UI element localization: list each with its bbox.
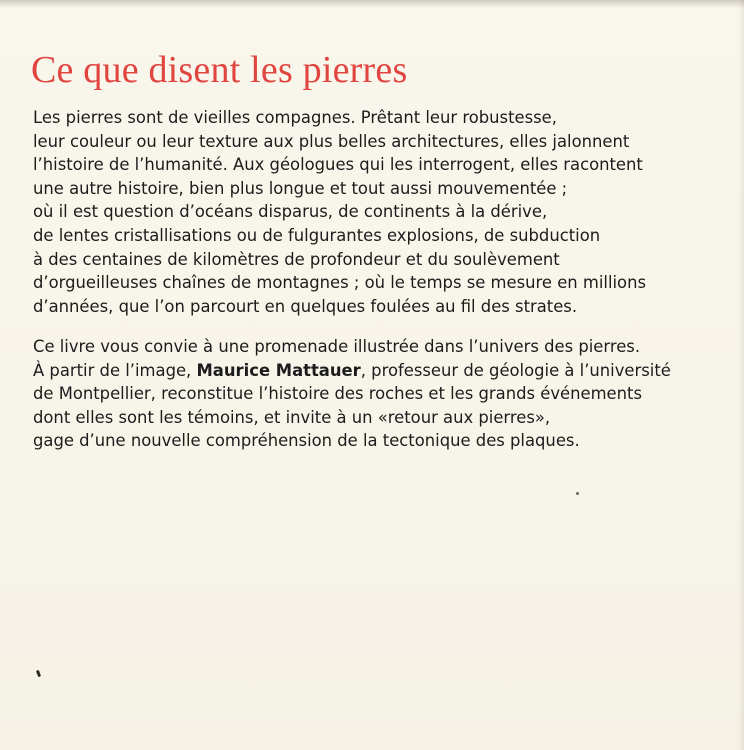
text-line: l’histoire de l’humanité. Aux géologues qui les interrogent, elles racontent: [33, 155, 643, 175]
paragraph-intro: [33, 106, 646, 318]
text-line: où il est question d’océans disparus, de continents à la dérive,: [33, 202, 548, 222]
paragraph-book-description: [33, 335, 671, 453]
text-segment: , professeur de géologie à l’université: [360, 360, 671, 380]
text-line: d’orgueilleuses chaînes de montagnes ; où le temps se mesure en millions: [33, 273, 647, 293]
text-line: d’années, que l’on parcourt en quelques foulées au fil des strates.: [33, 296, 578, 316]
paper-speck: [36, 670, 41, 678]
text-line-author: [33, 359, 671, 383]
page-top-edge: [0, 0, 744, 8]
text-line: dont elles sont les témoins, et invite à un «retour aux pierres»,: [33, 407, 551, 427]
author-name: Maurice Mattauer: [196, 360, 361, 380]
page-title: Ce que disent les pierres: [31, 49, 408, 91]
text-line: à des centaines de kilomètres de profondeur et du soulèvement: [33, 249, 560, 269]
text-line: gage d’une nouvelle compréhension de la tectonique des plaques.: [33, 431, 580, 451]
page-edge-shadow: [738, 0, 744, 750]
text-line: une autre histoire, bien plus longue et tout aussi mouvementée ;: [33, 178, 568, 198]
text-line: de lentes cristallisations ou de fulgurantes explosions, de subduction: [33, 225, 601, 245]
text-line: de Montpellier, reconstitue l’histoire des roches et les grands événements: [33, 384, 642, 404]
text-segment: À partir de l’image,: [33, 360, 197, 380]
paper-speck: [576, 492, 579, 495]
text-line: Les pierres sont de vieilles compagnes. Prêtant leur robustesse,: [33, 108, 557, 127]
text-line: Ce livre vous convie à une promenade illustrée dans l’univers des pierres.: [33, 337, 641, 356]
text-line: leur couleur ou leur texture aux plus belles architectures, elles jalonnent: [33, 131, 630, 151]
